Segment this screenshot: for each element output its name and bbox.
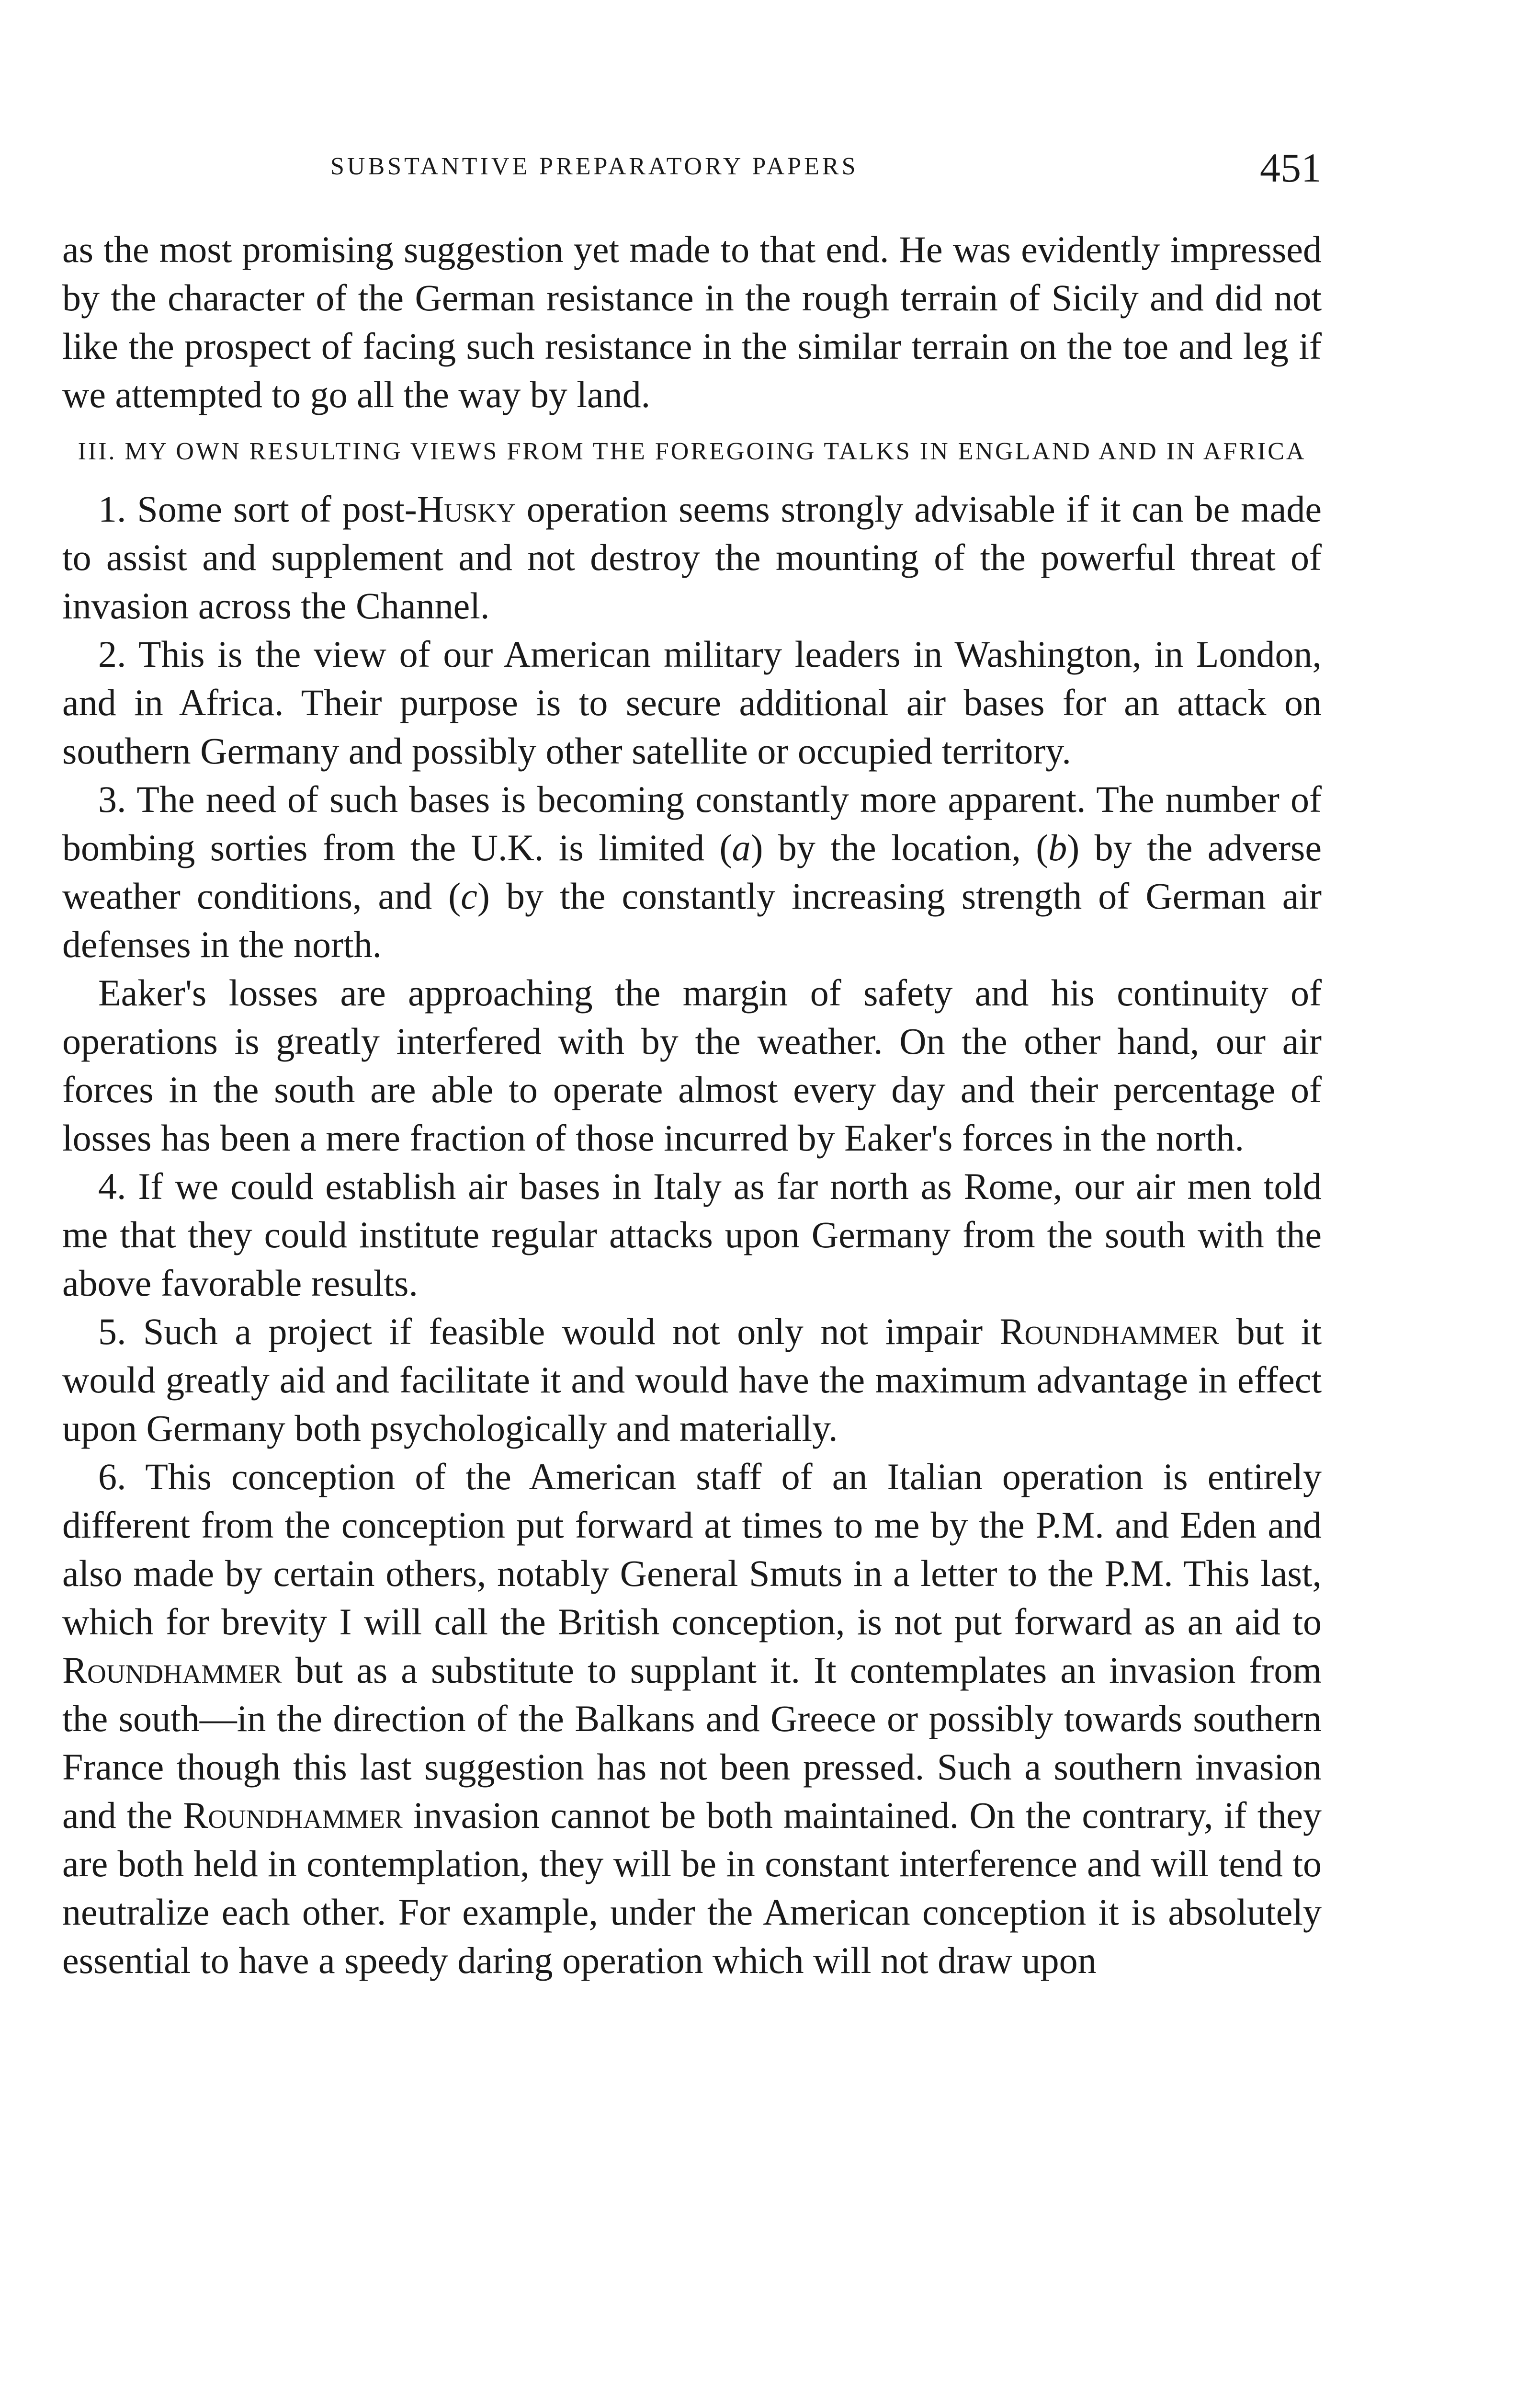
continuation-paragraph: as the most promising suggestion yet made to that end. He was evidently impressed by the character of the German resistance in the rough terrain of Sicily and did not like the prospect of facing such resistance in the similar terrain on the toe and leg if we attempted to go all the way by land. bbox=[62, 228, 1322, 415]
page-number: 451 bbox=[1260, 145, 1322, 191]
paragraph-3-continued: Eaker's losses are approaching the margin of safety and his continuity of operations is greatly interfered with by the weather. On the other hand, our air forces in the south are able to operate almost every day and their percentage of losses has been a mere fraction of those incurred by Eaker's forces in the north. bbox=[62, 972, 1322, 1159]
paragraph-3-item-c: c bbox=[461, 875, 477, 917]
paragraph-3-text-d: ) by the constantly increasing strength of German air defenses in the north. bbox=[62, 875, 1322, 965]
body-text bbox=[62, 225, 1322, 1984]
paragraph-3 bbox=[62, 775, 1322, 969]
paragraph-1-text-b: operation seems strongly advisable if it can be made to assist and supplement and not destroy the mounting of the powerful threat of invasion across the Channel. bbox=[62, 488, 1322, 627]
operation-name-roundhammer: Roundhammer bbox=[999, 1311, 1220, 1352]
operation-name-husky: Husky bbox=[417, 488, 516, 530]
running-head bbox=[62, 144, 1322, 196]
paragraph-6-text-c: invasion cannot be both maintained. On the contrary, if they are both held in contemplation, they will be in constant interference and will tend to neutralize each other. For example, under the American conception it is absolutely essential to have a speedy daring operation which will not draw upon bbox=[62, 1794, 1322, 1981]
paragraph-1-text-a: 1. Some sort of post- bbox=[98, 488, 417, 530]
operation-name-roundhammer: Roundhammer bbox=[62, 1649, 282, 1691]
paragraph-6-text-b: but as a substitute to supplant it. It contemplates an invasion from the south—in the direction of the Balkans and Greece or possibly towards southern France though this last suggestion has not been pressed. Such a southern invasion and the bbox=[62, 1649, 1322, 1836]
paragraph-3-text-b: ) by the location, ( bbox=[750, 827, 1049, 868]
section-heading: III. MY OWN RESULTING VIEWS FROM THE FOREGOING TALKS IN ENGLAND AND IN AFRICA bbox=[78, 438, 1306, 465]
paragraph-1 bbox=[62, 485, 1322, 630]
paragraph-5-text-b: but it would greatly aid and facilitate it and would have the maximum advantage in effect upon Germany both psychologically and materially. bbox=[62, 1311, 1322, 1449]
paragraph-2: 2. This is the view of our American military leaders in Washington, in London, and in Africa. Their purpose is to secure additional air bases for an attack on southern Germany and possibly other satellite or occupied territory. bbox=[62, 633, 1322, 772]
paragraph-5 bbox=[62, 1307, 1322, 1452]
paragraph-3-text-c: ) by the adverse weather conditions, and ( bbox=[62, 827, 1322, 917]
paragraph-4: 4. If we could establish air bases in Italy as far north as Rome, our air men told me that they could institute regular attacks upon Germany from the south with the above favorable results. bbox=[62, 1165, 1322, 1304]
paragraph-3-text-a: 3. The need of such bases is becoming constantly more apparent. The number of bombing sorties from the U.K. is limited ( bbox=[62, 778, 1322, 868]
paragraph-6-text-a: 6. This conception of the American staff of an Italian operation is entirely different from the conception put forward at times to me by the P.M. and Eden and also made by certain others, notably General Smuts in a letter to the P.M. This last, which for brevity I will call the British conception, is not put forward as an aid to bbox=[62, 1456, 1322, 1642]
paragraph-3-item-a: a bbox=[732, 827, 751, 868]
operation-name-roundhammer: Roundhammer bbox=[183, 1794, 403, 1836]
paragraph-5-text-a: 5. Such a project if feasible would not only not impair bbox=[98, 1311, 1000, 1352]
paragraph-6 bbox=[62, 1452, 1322, 1984]
paragraph-3-item-b: b bbox=[1048, 827, 1067, 868]
running-title: SUBSTANTIVE PREPARATORY PAPERS bbox=[330, 153, 859, 180]
